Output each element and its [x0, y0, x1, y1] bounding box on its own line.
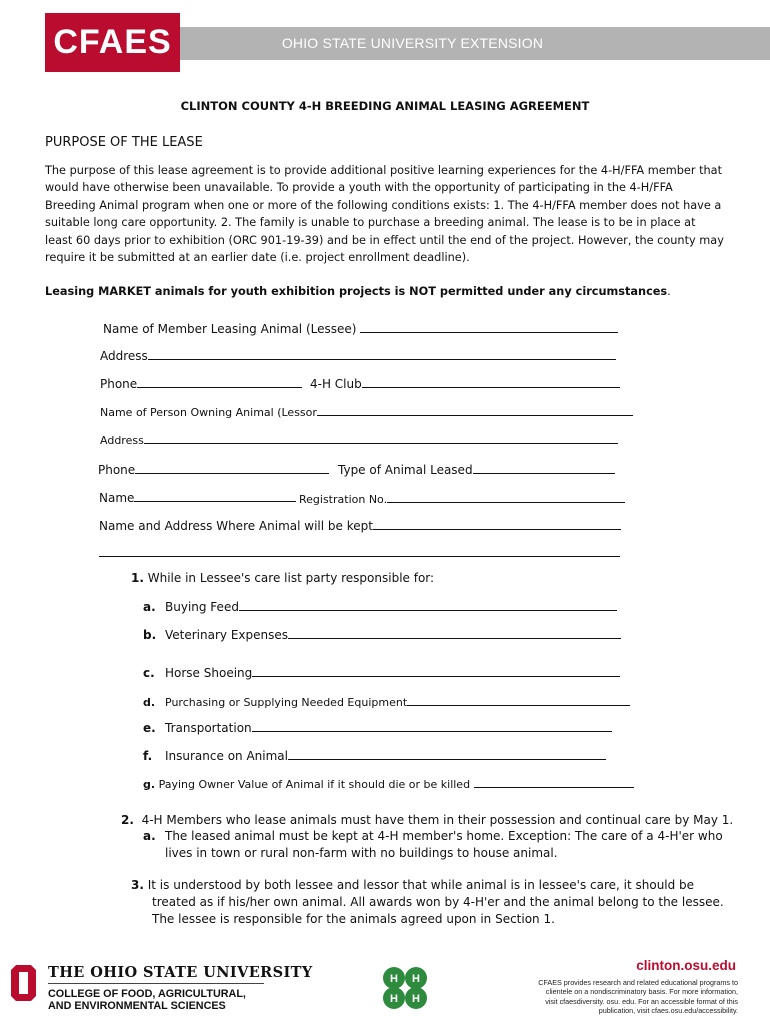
lessee-address-label: Address	[100, 349, 148, 363]
lessor-name-field[interactable]	[100, 403, 633, 419]
where-kept-field[interactable]	[99, 517, 621, 533]
svg-text:H: H	[412, 993, 420, 1005]
market-notice-period: .	[667, 285, 671, 298]
name-label: Name	[99, 491, 135, 505]
svg-text:H: H	[390, 973, 398, 985]
item-label: Buying Feed	[165, 600, 239, 614]
animal-type-blank[interactable]	[473, 461, 615, 474]
section-2-sub-letter: a.	[143, 829, 156, 843]
responsibility-item[interactable]	[143, 747, 606, 763]
header-band-text: OHIO STATE UNIVERSITY EXTENSION	[281, 35, 544, 51]
name-field[interactable]	[99, 489, 296, 505]
nondiscrimination-notice	[520, 978, 738, 1016]
4-h-clover-icon	[376, 962, 434, 1016]
section-3-line3: The lessee is responsible for the animals agreed upon in Section 1.	[152, 912, 555, 926]
section-2-sub	[143, 829, 723, 843]
item-letter: c.	[143, 666, 155, 680]
where-kept-blank-line-2[interactable]	[99, 556, 620, 557]
section-1-text: While in Lessee's care list party responsible for:	[147, 571, 435, 585]
cfaes-logo: CFAES	[45, 13, 180, 72]
item-blank[interactable]	[288, 747, 606, 760]
svg-text:H: H	[390, 993, 398, 1005]
lessee-address-field[interactable]	[100, 347, 616, 363]
item-label: Insurance on Animal	[165, 749, 288, 763]
college-line-2: AND ENVIRONMENTAL SCIENCES	[48, 1000, 226, 1012]
item-letter: b.	[143, 628, 157, 642]
lessee-phone-blank[interactable]	[137, 375, 302, 388]
market-notice-text: Leasing MARKET animals for youth exhibition projects is NOT permitted under any circumstances	[45, 285, 668, 298]
where-kept-blank[interactable]	[373, 517, 621, 530]
lessee-name-field[interactable]	[103, 320, 618, 336]
item-label: Purchasing or Supplying Needed Equipment	[165, 696, 408, 709]
section-1-intro	[131, 571, 434, 585]
purpose-heading: PURPOSE OF THE LEASE	[45, 135, 203, 150]
lessor-phone-label: Phone	[98, 463, 136, 477]
lessor-name-label: Name of Person Owning Animal (Lessor	[100, 406, 317, 419]
animal-type-field[interactable]	[338, 461, 615, 477]
section-2	[121, 813, 733, 827]
osu-block-o-icon	[10, 964, 37, 1002]
notice-line-3: visit cfaesdiversity. osu. edu. For an accessible format of this	[545, 996, 738, 1006]
registration-field[interactable]	[299, 490, 625, 506]
item-label: Horse Shoeing	[165, 666, 253, 680]
section-2-number: 2.	[121, 813, 134, 827]
college-line-1: COLLEGE OF FOOD, AGRICULTURAL,	[48, 988, 246, 1000]
section-2-text: 4-H Members who lease animals must have them in their possession and continual care by May 1.	[141, 813, 734, 827]
responsibility-item[interactable]	[143, 775, 634, 791]
club-field[interactable]	[310, 375, 620, 391]
lessor-phone-blank[interactable]	[135, 461, 329, 474]
section-3-number: 3.	[131, 878, 144, 892]
item-label: Paying Owner Value of Animal if it should die or be killed	[158, 778, 471, 791]
section-3	[131, 878, 694, 892]
where-kept-label: Name and Address Where Animal will be kept	[99, 519, 373, 533]
name-blank[interactable]	[134, 489, 296, 502]
item-blank[interactable]	[474, 775, 634, 788]
lessee-phone-field[interactable]	[100, 375, 302, 391]
item-blank[interactable]	[407, 693, 630, 706]
item-label: Transportation	[165, 721, 252, 735]
lessee-phone-label: Phone	[100, 377, 138, 391]
animal-type-label: Type of Animal Leased	[338, 463, 473, 477]
item-blank[interactable]	[288, 626, 621, 639]
item-letter: g.	[143, 778, 156, 791]
clinton-url-link[interactable]: clinton.osu.edu	[636, 958, 736, 973]
responsibility-item[interactable]	[143, 626, 621, 642]
document-title: CLINTON COUNTY 4-H BREEDING ANIMAL LEASING AGREEMENT	[180, 99, 590, 113]
notice-line-2: clientele on a nondiscriminatory basis. For more information,	[545, 987, 738, 997]
section-1-number: 1.	[131, 571, 144, 585]
notice-line-1: CFAES provides research and related educational programs to	[538, 978, 738, 987]
item-label: Veterinary Expenses	[165, 628, 288, 642]
market-notice	[45, 285, 671, 298]
item-letter: f.	[143, 749, 153, 763]
lessee-address-blank[interactable]	[148, 347, 616, 360]
responsibility-item[interactable]	[143, 664, 620, 680]
item-blank[interactable]	[252, 719, 612, 732]
item-letter: a.	[143, 600, 156, 614]
club-blank[interactable]	[362, 375, 620, 388]
item-blank[interactable]	[239, 598, 617, 611]
osu-rule	[48, 983, 264, 984]
lessee-name-label: Name of Member Leasing Animal (Lessee)	[103, 322, 357, 336]
lessor-address-blank[interactable]	[144, 431, 618, 444]
notice-line-4: publication, visit cfaes.osu.edu/accessibility.	[598, 1006, 738, 1016]
lessor-phone-field[interactable]	[98, 461, 329, 477]
osu-college	[48, 988, 246, 1012]
responsibility-item[interactable]	[143, 719, 612, 735]
registration-blank[interactable]	[387, 490, 625, 503]
purpose-paragraph: The purpose of this lease agreement is to provide additional positive learning experiences for the 4-H/FFA member that would have otherwise been unavailable. To provide a youth with the opportunity of participating in the 4-H/FFA Breeding Animal program when one or more of the following conditions exists: 1. The 4-H/FFA member does not have a suitable long care opportunity. 2. The family is unable to purchase a breeding animal. The lease is to be in place at least 60 days prior to exhibition (ORC 901-19-39) and be in effect until the end of the project. However, the county may require it be submitted at an earlier date (i.e. project enrollment deadline).	[45, 164, 724, 265]
osu-wordmark: THE OHIO STATE UNIVERSITY	[48, 964, 313, 981]
responsibility-item[interactable]	[143, 693, 630, 709]
lessor-name-blank[interactable]	[317, 403, 633, 416]
section-3-line2: treated as if his/her own animal. All awards won by 4-H'er and the animal belong to the lessee.	[152, 895, 724, 909]
lessor-address-field[interactable]	[100, 431, 618, 447]
svg-text:H: H	[412, 973, 420, 985]
item-letter: d.	[143, 696, 156, 709]
item-blank[interactable]	[252, 664, 620, 677]
responsibility-item[interactable]	[143, 598, 617, 614]
section-2-sub-line2: lives in town or rural non-farm with no buildings to house animal.	[165, 846, 558, 860]
club-label: 4-H Club	[310, 377, 362, 391]
registration-label: Registration No.	[299, 493, 388, 506]
item-letter: e.	[143, 721, 156, 735]
section-2-sub-line1: The leased animal must be kept at 4-H member's home. Exception: The care of a 4-H'er who	[165, 829, 723, 843]
lessor-address-label: Address	[100, 434, 144, 447]
section-3-line1: It is understood by both lessee and lessor that while animal is in lessee's care, it should be	[147, 878, 695, 892]
lessee-name-blank[interactable]	[360, 320, 618, 333]
